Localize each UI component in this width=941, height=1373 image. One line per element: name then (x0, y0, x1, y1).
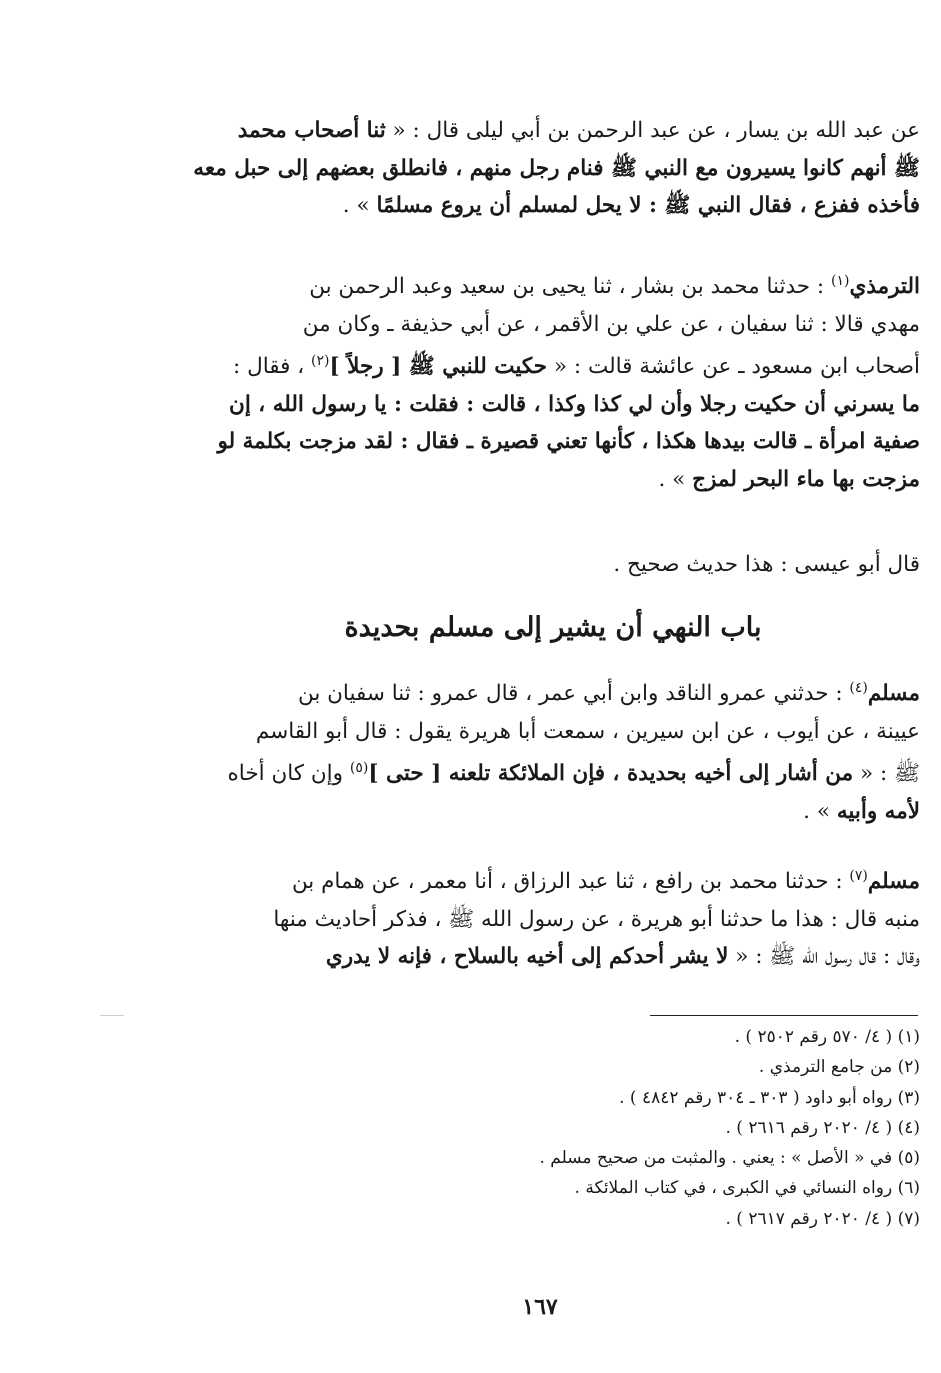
plain-text: عيينة ، عن أيوب ، عن ابن سيرين ، سمعت أبا هريرة يقول : قال أبو القاسم (255, 718, 920, 744)
plain-text: . (658, 466, 673, 492)
text-line (186, 343, 920, 386)
bold-text: فأخذه ففزع ، فقال النبي ﷺ : لا يحل لمسلم أن يروع مسلمًا (376, 193, 920, 218)
text-line (186, 546, 920, 584)
footnote-ref: (٢) (311, 353, 330, 370)
plain-text: ﷺ : « (853, 761, 920, 787)
bold-text: ثنا أصحاب محمد (237, 118, 386, 143)
plain-text: منبه قال : هذا ما حدثنا أبو هريرة ، عن رسول الله ﷺ ، فذكر أحاديث منها (273, 906, 920, 932)
paragraph-muslim-2 (186, 858, 920, 976)
bold-text: صفية امرأة ـ قالت بيدها هكذا ، كأنها تعني قصيرة ـ فقال : لقد مزجت بكلمة لو (217, 429, 920, 455)
footnote-ref: (٥) (349, 760, 369, 777)
text-line (186, 858, 920, 901)
text-line (186, 150, 920, 188)
footnote-ref: (٤) (849, 680, 868, 696)
text-line (186, 713, 920, 751)
plain-text: قال أبو عيسى : هذا حديث صحيح . (613, 552, 920, 577)
plain-text: : حدثنا محمد بن رافع ، ثنا عبد الرزاق ، أنا معمر ، عن همام بن (291, 869, 850, 895)
footnote-ref: (١) (831, 273, 850, 289)
footnote: (٤) ( ٤/ ٢٠٢٠ رقم ٢٦١٦ ) . (725, 1117, 920, 1138)
bold-text: ﷺ أنهم كانوا يسيرون مع النبي ﷺ فنام رجل منهم ، فانطلق بعضهم إلى حبل معه (193, 155, 920, 181)
bold-text: مزجت بها ماء البحر لمزج (692, 466, 920, 492)
plain-text: » (816, 798, 837, 824)
plain-text: : حدثنا محمد بن بشار ، ثنا يحيى بن سعيد وعبد الرحمن بن (309, 274, 832, 300)
footnote: (٣) رواه أبو داود ( ٣٠٣ ـ ٣٠٤ رقم ٤٨٤٢ ) . (619, 1087, 920, 1108)
plain-text: وقال : قال رسول الله ﷺ : « (728, 944, 920, 970)
scan-mark (100, 1015, 124, 1016)
paragraph-muslim-1 (186, 670, 920, 830)
bold-text: لأمه وأبيه (836, 798, 920, 824)
bold-text: من أشار إلى أخيه بحديدة ، فإن الملائكة تلعنه [ حتى ] (368, 761, 854, 787)
plain-text: » . (342, 193, 377, 218)
text-line (186, 306, 920, 344)
bold-text: حكيت للنبي ﷺ [ رجلاً ] (329, 354, 548, 380)
paragraph-tirmidhi (186, 263, 920, 498)
plain-text: مهدي قالا : ثنا سفيان ، عن علي بن الأقمر ، عن أبي حذيفة ـ وكان من (302, 311, 920, 337)
bold-text: لا يشر أحدكم إلى أخيه بالسلاح ، فإنه لا يدري (325, 944, 729, 970)
text-line (186, 670, 920, 713)
text-line (186, 187, 920, 225)
plain-text: . (803, 798, 817, 824)
footnote: (٧) ( ٤/ ٢٠٢٠ رقم ٢٦١٧ ) . (725, 1208, 920, 1229)
bold-text: ما يسرني أن حكيت رجلا وأن لي كذا وكذا ، قالت : فقلت : يا رسول الله ، إن (229, 391, 920, 417)
paragraph-hadith-1 (186, 112, 920, 225)
plain-text: ، فقال : (233, 354, 312, 380)
footnote-rule (650, 1015, 918, 1016)
bold-text: مسلم (867, 681, 920, 707)
plain-text: : حدثني عمرو الناقد وابن أبي عمر ، قال عمرو : ثنا سفيان بن (297, 681, 850, 707)
chapter-heading: باب النهي أن يشير إلى مسلم بحديدة (344, 612, 762, 643)
plain-text: عن عبد الله بن يسار ، عن عبد الرحمن بن أبي ليلى قال : « (385, 118, 920, 143)
page-number: ١٦٧ (522, 1294, 558, 1320)
text-line (186, 423, 920, 461)
plain-text: » (672, 466, 693, 492)
text-line (186, 386, 920, 424)
footnote: (١) ( ٤/ ٥٧٠ رقم ٢٥٠٢ ) . (734, 1027, 920, 1047)
footnote-ref: (٧) (849, 868, 868, 884)
paragraph-abu-isa (186, 546, 920, 584)
footnotes (300, 1022, 920, 1234)
footnote: (٦) رواه النسائي في الكبرى ، في كتاب الملائكة . (574, 1178, 920, 1199)
text-line (186, 263, 920, 306)
bold-text: الترمذي (849, 274, 920, 300)
text-line (186, 938, 920, 976)
plain-text: أصحاب ابن مسعود ـ عن عائشة قالت : « (547, 354, 920, 380)
text-line (186, 112, 920, 150)
text-line (186, 750, 920, 793)
text-line (186, 793, 920, 831)
text-line (186, 901, 920, 939)
text-line (186, 461, 920, 499)
plain-text: وإن كان أخاه (227, 761, 350, 787)
footnote: (٢) من جامع الترمذي . (758, 1057, 920, 1078)
bold-text: مسلم (867, 869, 920, 895)
footnote: (٥) في « الأصل » : يعني . والمثبت من صحيح مسلم . (539, 1148, 920, 1169)
